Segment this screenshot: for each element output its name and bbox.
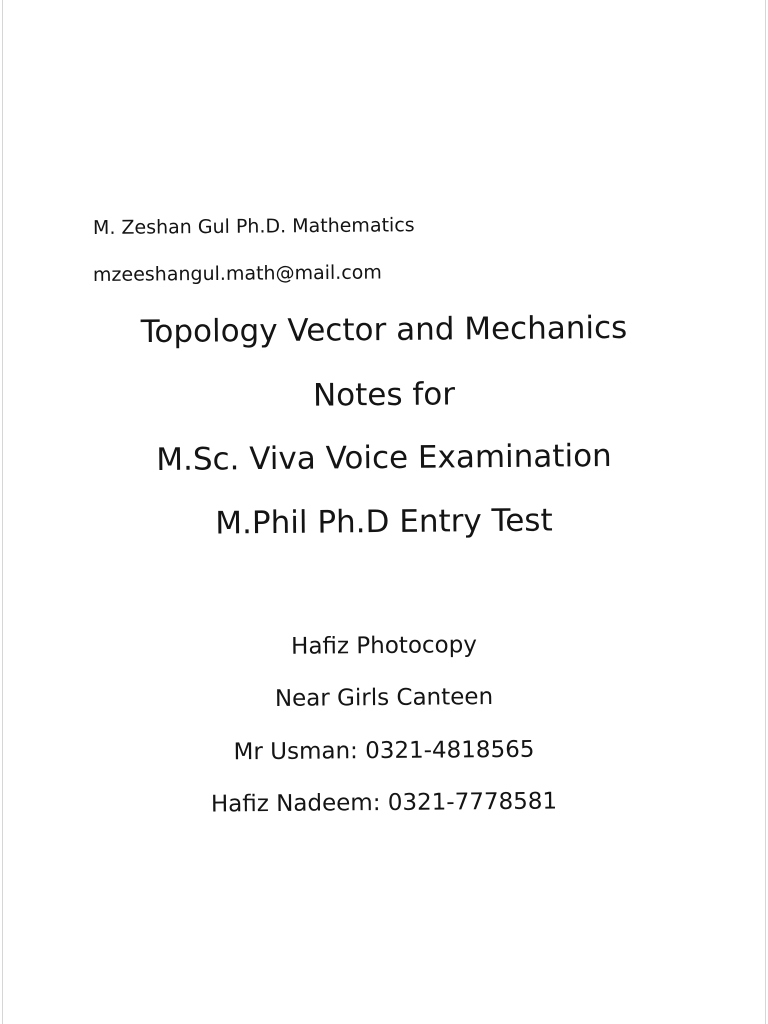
title-line-3: M.Sc. Viva Voice Examination [156,438,612,478]
contact-usman: Mr Usman: 0321-4818565 [233,736,535,766]
title-line-1: Topology Vector and Mechanics [140,309,628,351]
author-line: M. Zeshan Gul Ph.D. Mathematics [92,214,415,239]
shop-name: Hafiz Photocopy [290,632,478,660]
contact-nadeem: Hafiz Nadeem: 0321-7778581 [210,788,558,818]
email-line: mzeeshangul.math@mail.com [92,261,382,286]
title-line-4: M.Phil Ph.D Entry Test [215,502,553,542]
title-line-2: Notes for [312,376,456,414]
shop-location: Near Girls Canteen [274,684,494,712]
